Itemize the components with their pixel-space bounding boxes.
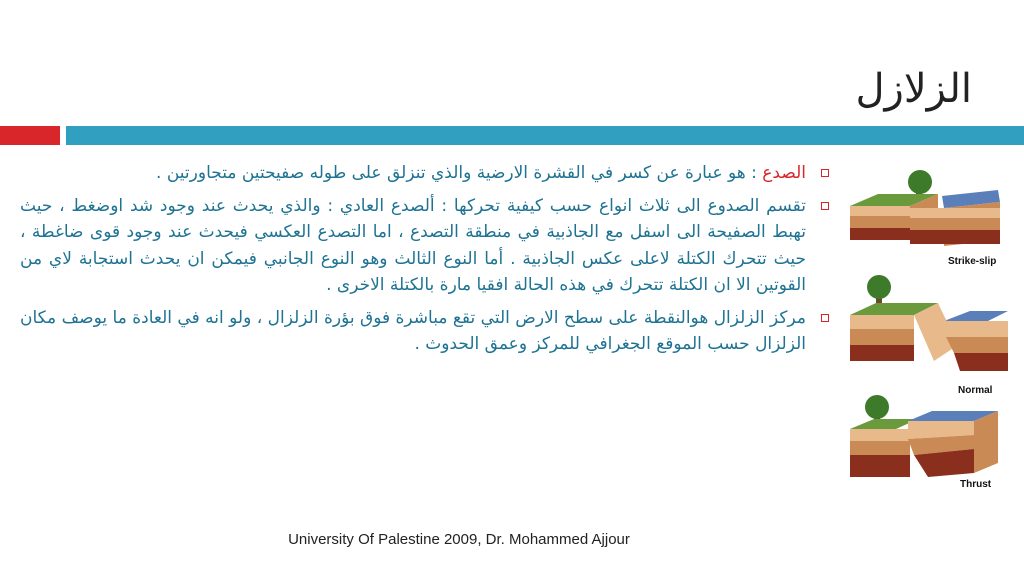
footer-credit: University Of Palestine 2009, Dr. Mohammed Ajjour [288,531,630,548]
strike-slip-diagram [848,170,1008,270]
bullet-square-icon [821,314,829,322]
title-bar-blue [66,126,1024,145]
thrust-fault-diagram [848,395,1008,495]
paragraph-fault-types [20,193,806,299]
bullet-square-icon [821,202,829,210]
paragraph-text: تقسم الصدوع الى ثلاث انواع حسب كيفية تحركها : ألصدع العادي : والذي يحدث عند وجود شد اوضغط ، حيث تهبط الصفيحة الى اسفل مع الجاذبية في منطقة التصدع ، اما التصدع العكسي فيحدث عند وجود قوى ضاغطة ، حيث تتحرك الكتلة لاعلى عكس الجاذبية . أما النوع الثالث وهو النوع الجانبي فيمكن ان يحدث استجابة لاي من القوتين الا ان الكتلة تتحرك في هذه الحالة افقيا مارة بالكتلة الاخرى . [20,195,806,295]
bullet-square-icon [821,169,829,177]
tree-icon [865,395,889,419]
caption-thrust: Thrust [960,479,992,490]
tree-icon [908,170,932,194]
tree-icon [867,275,891,299]
caption-normal: Normal [958,385,993,396]
keyword-fault: الصدع [762,163,806,183]
caption-strike-slip: Strike-slip [948,256,997,267]
content-area [20,160,806,364]
paragraph-text: : هو عبارة عن كسر في القشرة الارضية والذي تنزلق على طوله صفيحتين متجاورتين . [156,163,757,183]
slide-title: الزلازل [855,66,972,112]
normal-fault-diagram [848,275,1008,400]
paragraph-text: مركز الزلزال هوالنقطة على سطح الارض التي تقع مباشرة فوق بؤرة الزلزال ، ولو انه في العادة ما يوصف مكان الزلزال حسب الموقع الجغرافي للمركز وعمق الحدوث . [20,307,806,354]
title-bar-red [0,126,60,145]
paragraph-epicenter [20,305,806,358]
paragraph-fault-definition [20,160,806,187]
